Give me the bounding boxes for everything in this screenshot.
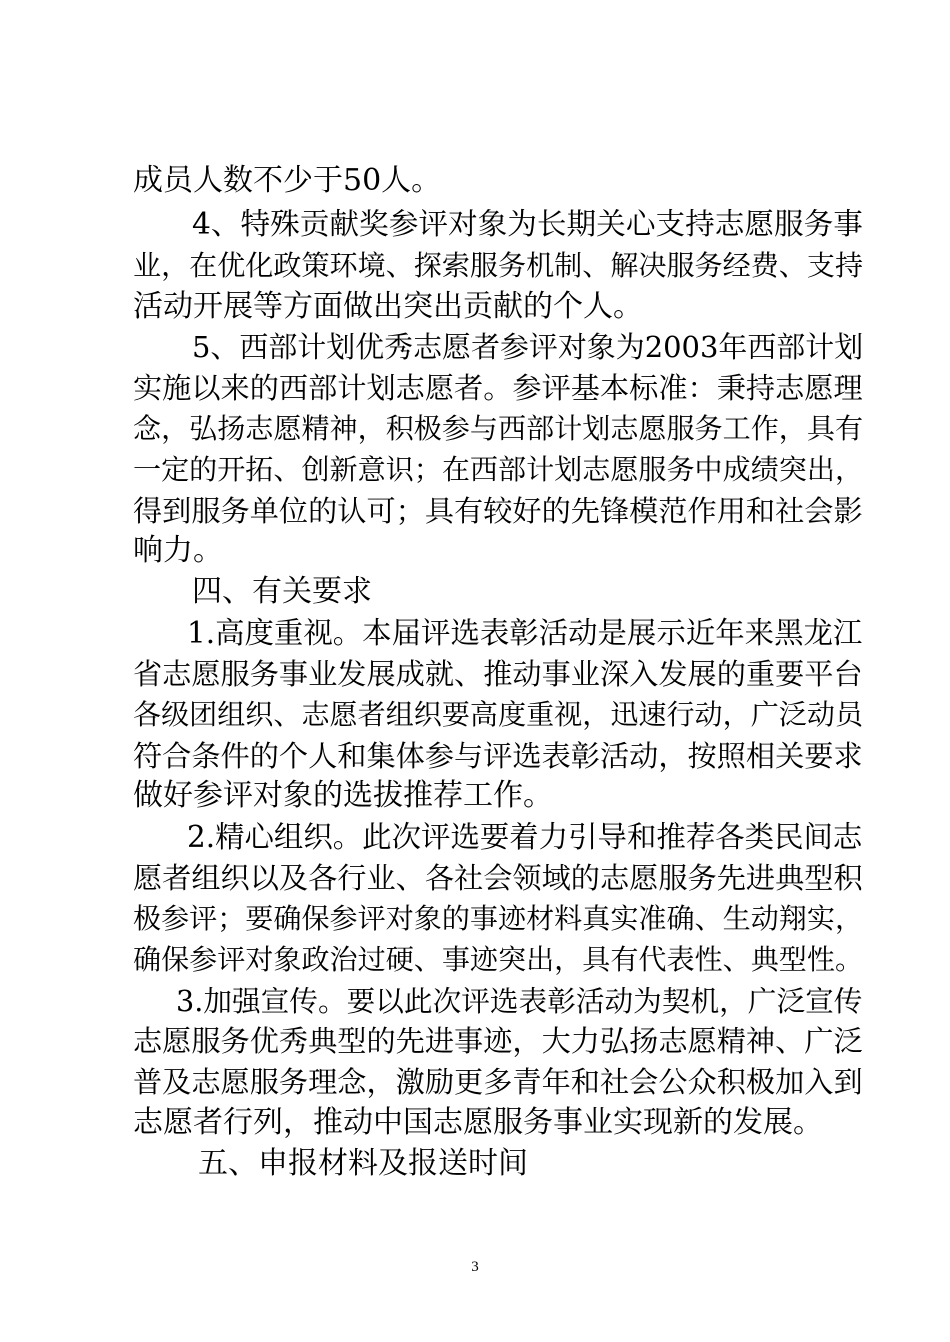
- text-line: 5、西部计划优秀志愿者参评对象为2003年西部计划: [192, 330, 864, 364]
- text-line: 得到服务单位的认可；具有较好的先锋模范作用和社会影: [133, 494, 863, 528]
- text-line: 业，在优化政策环境、探索服务机制、解决服务经费、支持: [133, 249, 864, 282]
- section-heading: 五、申报材料及报送时间: [198, 1146, 528, 1181]
- page-number: 3: [471, 1259, 479, 1275]
- text-line: 各级团组织、志愿者组织要高度重视，迅速行动，广泛动员: [133, 698, 864, 731]
- text-line: 符合条件的个人和集体参与评选表彰活动，按照相关要求: [133, 739, 863, 773]
- text-line: 普及志愿服务理念，激励更多青年和社会公众积极加入到: [133, 1065, 863, 1099]
- text-line: 念，弘扬志愿精神，积极参与西部计划志愿服务工作，具有: [133, 412, 864, 445]
- text-line: 2.精心组织。此次评选要着力引导和推荐各类民间志: [187, 820, 863, 854]
- text-line: 志愿服务优秀典型的先进事迹，大力弘扬志愿精神、广泛: [133, 1024, 863, 1058]
- text-line: 1.高度重视。本届评选表彰活动是展示近年来黑龙江: [187, 616, 863, 650]
- text-line: 省志愿服务事业发展成就、推动事业深入发展的重要平台: [133, 657, 863, 691]
- text-line: 实施以来的西部计划志愿者。参评基本标准：秉持志愿理: [133, 371, 863, 405]
- text-line: 愿者组织以及各行业、各社会领域的志愿服务先进典型积: [133, 861, 863, 895]
- section-heading: 四、有关要求: [192, 574, 372, 609]
- text-line: 志愿者行列，推动中国志愿服务事业实现新的发展。: [133, 1105, 823, 1140]
- text-line: 极参评；要确保参评对象的事迹材料真实准确、生动翔实，: [133, 902, 864, 935]
- text-line: 做好参评对象的选拔推荐工作。: [133, 778, 553, 813]
- text-line: 活动开展等方面做出突出贡献的个人。: [133, 289, 643, 324]
- text-line: 3.加强宣传。要以此次评选表彰活动为契机，广泛宣传: [176, 984, 863, 1018]
- text-line: 成员人数不少于50人。: [133, 163, 442, 198]
- text-line: 响力。: [133, 533, 223, 568]
- text-line: 一定的开拓、创新意识；在西部计划志愿服务中成绩突出，: [133, 453, 864, 486]
- text-line: 确保参评对象政治过硬、事迹突出，具有代表性、典型性。: [133, 943, 864, 976]
- text-line: 4、特殊贡献奖参评对象为长期关心支持志愿服务事: [192, 206, 863, 241]
